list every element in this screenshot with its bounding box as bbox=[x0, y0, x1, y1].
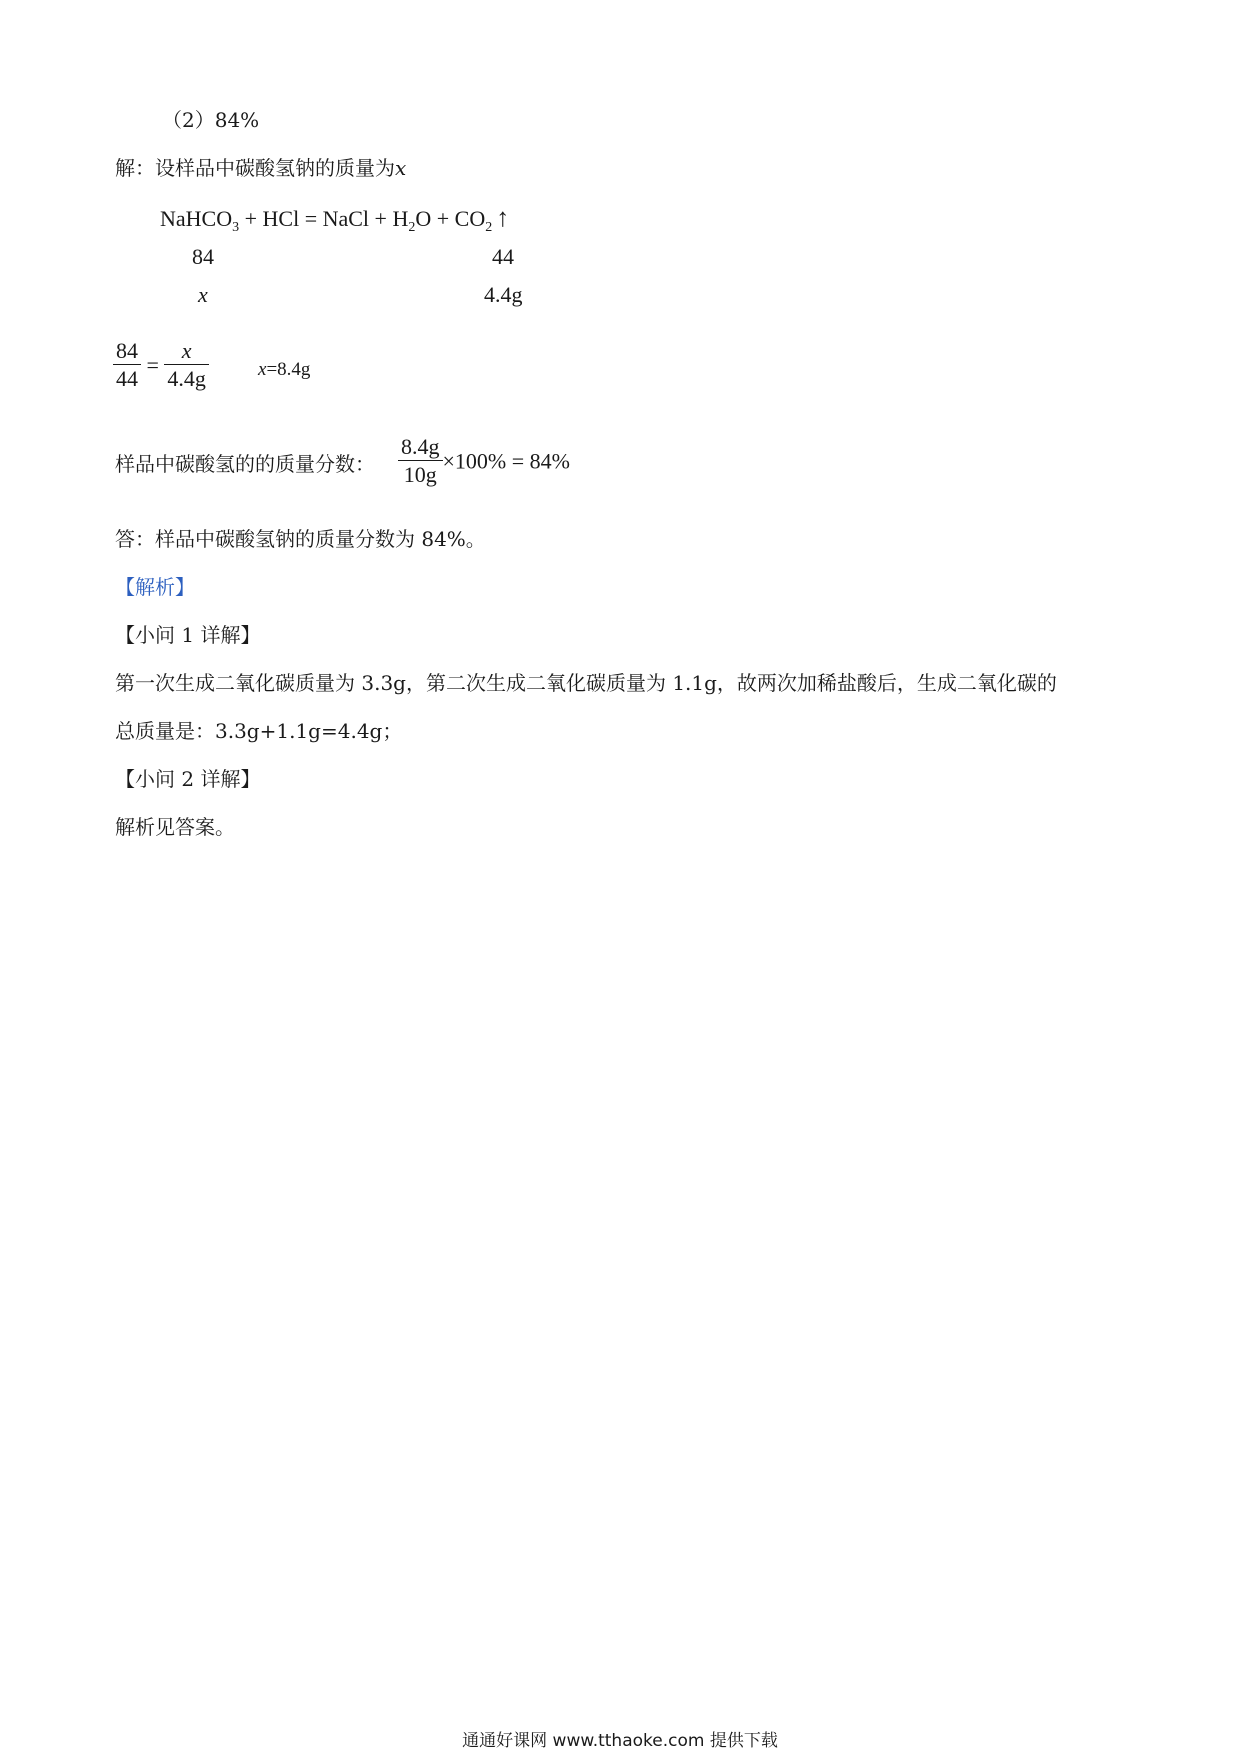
var-left: x bbox=[198, 282, 208, 307]
q1-text-line1: 第一次生成二氧化碳质量为 3.3g，第二次生成二氧化碳质量为 1.1g，故两次加稀盐酸后，生成二氧化碳的 bbox=[115, 671, 1057, 695]
eq-mid: + HCl = NaCl + H bbox=[239, 206, 409, 231]
x-result-value: =8.4g bbox=[266, 359, 311, 380]
conclusion: 答：样品中碳酸氢钠的质量分数为 84%。 bbox=[115, 527, 486, 551]
mass-fraction-den: 10g bbox=[403, 462, 437, 487]
gas-arrow-icon: ↑ bbox=[496, 203, 510, 232]
mass-right: 44 bbox=[492, 244, 514, 269]
mass-fraction bbox=[398, 434, 443, 489]
ratio-fraction-right bbox=[164, 338, 209, 393]
eq-nahco: NaHCO bbox=[160, 206, 233, 231]
ratio-num-left: 84 bbox=[113, 338, 141, 365]
q2-heading: 【小问 2 详解】 bbox=[115, 767, 261, 791]
ratio-num-right: x bbox=[164, 338, 209, 365]
known-right: 4.4g bbox=[484, 282, 523, 307]
mass-fraction-num: 8.4g bbox=[398, 434, 443, 461]
x-result bbox=[258, 357, 310, 383]
ratio-equation bbox=[113, 338, 209, 393]
analysis-heading: 【解析】 bbox=[115, 575, 195, 599]
eq-o-co: O + CO bbox=[415, 206, 486, 231]
q1-heading: 【小问 1 详解】 bbox=[115, 623, 261, 647]
q1-text-line2: 总质量是：3.3g+1.1g=4.4g； bbox=[115, 719, 403, 743]
ratio-den-left: 44 bbox=[116, 366, 138, 391]
footer-watermark: 通通好课网 www.tthaoke.com 提供下载 bbox=[462, 1731, 778, 1751]
mass-left: 84 bbox=[192, 244, 214, 269]
solution-intro bbox=[115, 154, 406, 182]
mass-fraction-tail: ×100% = 84% bbox=[442, 448, 570, 474]
mass-fraction-formula bbox=[398, 434, 570, 489]
q2-text: 解析见答案。 bbox=[115, 815, 235, 839]
eq-sub-3: 3 bbox=[232, 220, 240, 235]
ratio-den-right: 4.4g bbox=[167, 366, 206, 391]
eq-sub-h2: 2 bbox=[408, 220, 416, 235]
intro-text: 解：设样品中碳酸氢钠的质量为 bbox=[115, 156, 395, 180]
ratio-equals: = bbox=[146, 352, 159, 378]
eq-sub-co2: 2 bbox=[485, 220, 493, 235]
intro-variable: x bbox=[395, 156, 407, 180]
answer-part2: （2）84% bbox=[162, 108, 260, 132]
x-result-var: x bbox=[258, 359, 267, 380]
fraction-label: 样品中碳酸氢的的质量分数： bbox=[115, 452, 375, 476]
ratio-fraction-left bbox=[113, 338, 141, 393]
chemical-equation bbox=[160, 205, 509, 241]
